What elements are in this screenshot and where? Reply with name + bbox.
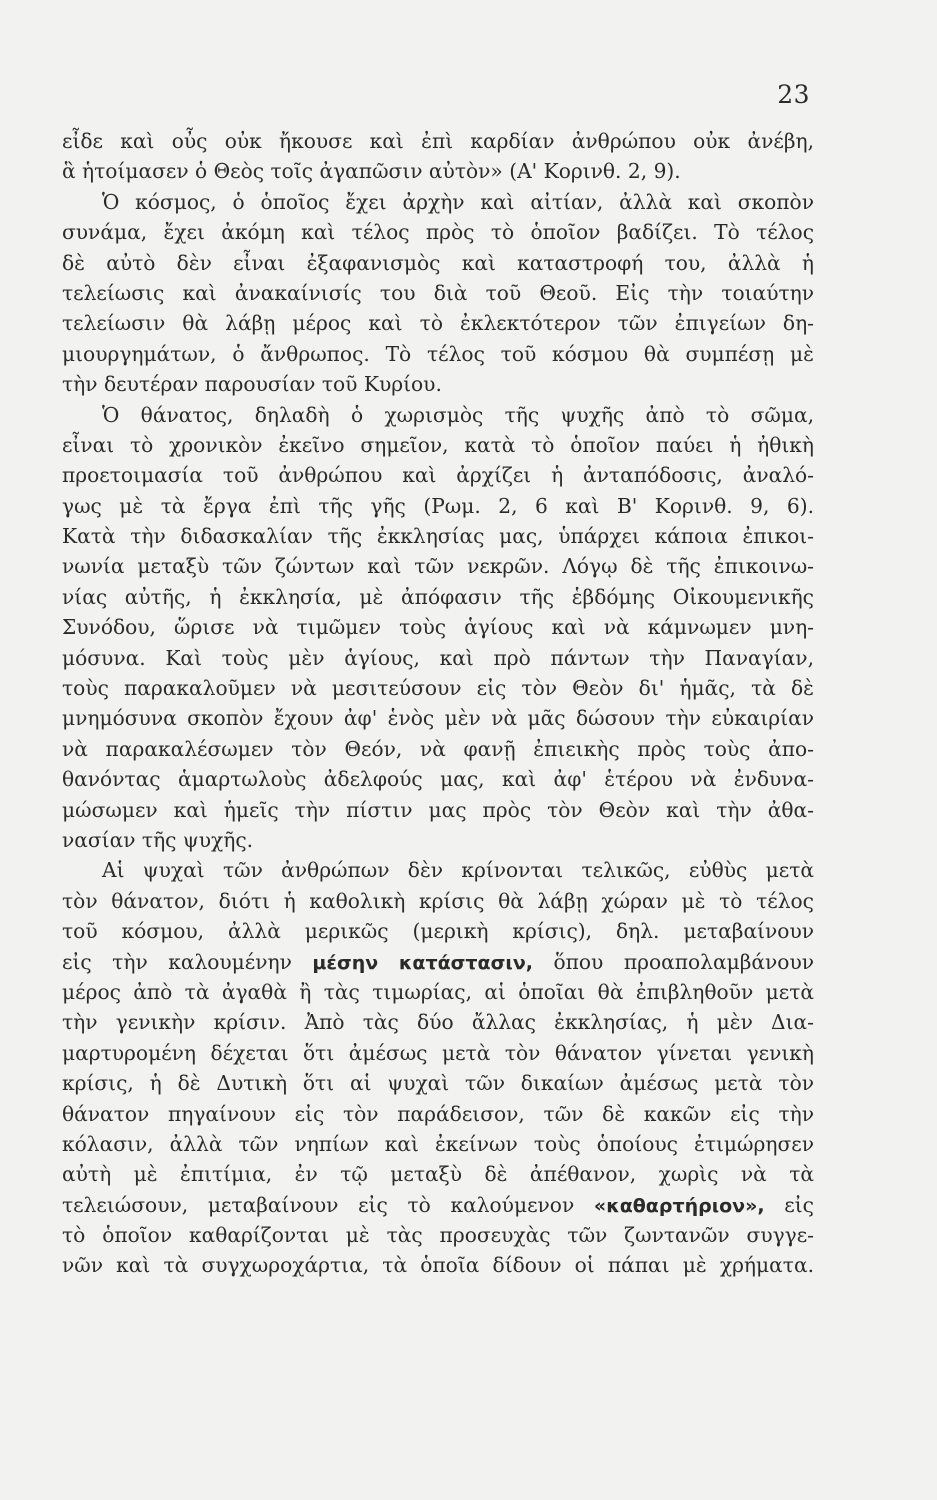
text-line: Ὁ θάνατος, δηλαδὴ ὁ χωρισμὸς τῆς ψυχῆς ἀπὸ τὸ σῶμα,	[102, 402, 814, 427]
text-line: Συνόδου, ὥρισε νὰ τιμῶμεν τοὺς ἁγίους καὶ νὰ κάμνωμεν μνη-	[62, 615, 814, 640]
text-segment: ὅπου προαπολαμβάνουν	[532, 949, 814, 974]
text-line: θάνατον πηγαίνουν εἰς τὸν παράδεισον, τῶν δὲ κακῶν εἰς τὴν	[62, 1101, 814, 1126]
page-number: 23	[777, 80, 810, 109]
body-text	[62, 126, 814, 1281]
text-segment: εἰς τὴν καλουμένην	[62, 949, 313, 974]
text-line: κρίσις, ἡ δὲ Δυτικὴ ὅτι αἱ ψυχαὶ τῶν δικαίων ἀμέσως μετὰ τὸν	[62, 1071, 814, 1096]
text-line: τοὺς παρακαλοῦμεν νὰ μεσιτεύσουν εἰς τὸν Θεὸν δι' ἡμᾶς, τὰ δὲ	[62, 676, 814, 701]
text-line: μόσυνα. Καὶ τοὺς μὲν ἁγίους, καὶ πρὸ πάντων τὴν Παναγίαν,	[62, 645, 814, 670]
emphasized-term: μέσην κατάστασιν,	[312, 951, 533, 974]
text-line: νὰ παρακαλέσωμεν τὸν Θεόν, νὰ φανῇ ἐπιεικὴς πρὸς τοὺς ἀπο-	[62, 736, 814, 761]
text-line: εἶναι τὸ χρονικὸν ἐκεῖνο σημεῖον, κατὰ τὸ ὁποῖον παύει ἡ ἠθικὴ	[62, 432, 814, 457]
text-line: ἃ ἡτοίμασεν ὁ Θεὸς τοῖς ἀγαπῶσιν αὐτὸν» (Α' Κορινθ. 2, 9).	[62, 159, 681, 184]
text-line: Ὁ κόσμος, ὁ ὁποῖος ἔχει ἀρχὴν καὶ αἰτίαν, ἀλλὰ καὶ σκοπὸν	[102, 189, 814, 214]
text-line: Αἱ ψυχαὶ τῶν ἀνθρώπων δὲν κρίνονται τελικῶς, εὐθὺς μετὰ	[102, 858, 814, 883]
text-segment: εἰς	[764, 1192, 814, 1217]
text-line: θανόντας ἁμαρτωλοὺς ἀδελφούς μας, καὶ ἀφ' ἑτέρου νὰ ἐνδυνα-	[62, 767, 814, 792]
emphasized-term: «καθαρτήριον»,	[593, 1194, 765, 1217]
text-line: τὸ ὁποῖον καθαρίζονται μὲ τὰς προσευχὰς τῶν ζωντανῶν συγγε-	[62, 1223, 814, 1248]
text-line: μιουργημάτων, ὁ ἄνθρωπος. Τὸ τέλος τοῦ κόσμου θὰ συμπέσῃ μὲ	[62, 341, 814, 366]
text-line: νασίαν τῆς ψυχῆς.	[62, 827, 254, 852]
text-line: μνημόσυνα σκοπὸν ἔχουν ἀφ' ἑνὸς μὲν νὰ μᾶς δώσουν τὴν εὐκαιρίαν	[62, 706, 814, 731]
text-line: τελείωσις καὶ ἀνακαίνισίς του διὰ τοῦ Θεοῦ. Εἰς τὴν τοιαύτην	[62, 280, 814, 305]
text-line: τὸν θάνατον, διότι ἡ καθολικὴ κρίσις θὰ λάβῃ χώραν μὲ τὸ τέλος	[62, 888, 814, 913]
text-line: εἶδε καὶ οὖς οὐκ ἤκουσε καὶ ἐπὶ καρδίαν ἀνθρώπου οὐκ ἀνέβη,	[62, 129, 814, 153]
text-line: αὐτὴ μὲ ἐπιτίμια, ἐν τῷ μεταξὺ δὲ ἀπέθανον, χωρὶς νὰ τὰ	[62, 1162, 814, 1187]
text-line: γως μὲ τὰ ἔργα ἐπὶ τῆς γῆς (Ρωμ. 2, 6 καὶ Β' Κορινθ. 9, 6).	[62, 493, 814, 518]
text-line: τοῦ κόσμου, ἀλλὰ μερικῶς (μερικὴ κρίσις), δηλ. μεταβαίνουν	[62, 919, 814, 944]
text-line: μέρος ἀπὸ τὰ ἀγαθὰ ἢ τὰς τιμωρίας, αἱ ὁποῖαι θὰ ἐπιβληθοῦν μετὰ	[62, 979, 814, 1004]
text-line: τὴν γενικὴν κρίσιν. Ἀπὸ τὰς δύο ἄλλας ἐκκλησίας, ἡ μὲν Δια-	[62, 1010, 814, 1035]
text-line	[62, 1190, 814, 1220]
text-line: μαρτυρομένη δέχεται ὅτι ἀμέσως μετὰ τὸν θάνατον γίνεται γενικὴ	[62, 1040, 814, 1065]
text-line: νωνία μεταξὺ τῶν ζώντων καὶ τῶν νεκρῶν. Λόγῳ δὲ τῆς ἐπικοινω-	[62, 554, 814, 579]
text-line: κόλασιν, ἀλλὰ τῶν νηπίων καὶ ἐκείνων τοὺς ὁποίους ἐτιμώρησεν	[62, 1131, 814, 1156]
text-line: νῶν καὶ τὰ συγχωροχάρτια, τὰ ὁποῖα δίδουν οἱ πάπαι μὲ χρήματα.	[62, 1253, 814, 1278]
text-line: νίας αὐτῆς, ἡ ἐκκλησία, μὲ ἀπόφασιν τῆς ἑβδόμης Οἰκουμενικῆς	[62, 584, 814, 609]
text-line: Κατὰ τὴν διδασκαλίαν τῆς ἐκκλησίας μας, ὑπάρχει κάποια ἐπικοι-	[62, 524, 814, 549]
text-segment: τελειώσουν, μεταβαίνουν εἰς τὸ καλούμενον	[62, 1192, 594, 1217]
text-line	[62, 947, 814, 977]
text-line: τελείωσιν θὰ λάβῃ μέρος καὶ τὸ ἐκλεκτότερον τῶν ἐπιγείων δη-	[62, 311, 814, 336]
text-line: τὴν δευτέραν παρουσίαν τοῦ Κυρίου.	[62, 372, 442, 397]
text-line: συνάμα, ἔχει ἀκόμη καὶ τέλος πρὸς τὸ ὁποῖον βαδίζει. Τὸ τέλος	[62, 220, 814, 245]
text-line: μώσωμεν καὶ ἡμεῖς τὴν πίστιν μας πρὸς τὸν Θεὸν καὶ τὴν ἀθα-	[62, 797, 814, 822]
text-line: προετοιμασία τοῦ ἀνθρώπου καὶ ἀρχίζει ἡ ἀνταπόδοσις, ἀναλό-	[62, 463, 814, 488]
text-line: δὲ αὐτὸ δὲν εἶναι ἐξαφανισμὸς καὶ καταστροφή του, ἀλλὰ ἡ	[62, 250, 814, 275]
